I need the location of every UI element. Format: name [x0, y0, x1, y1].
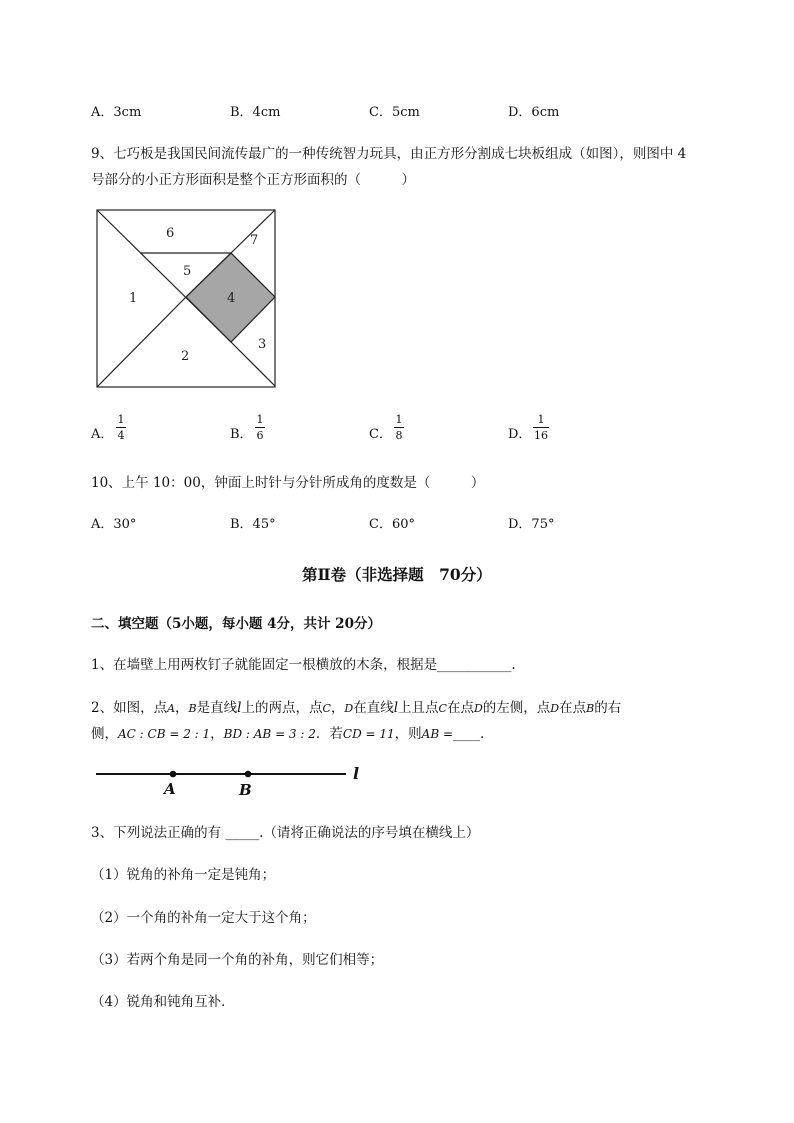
point-c-symbol: C: [322, 702, 331, 715]
text-run: 上的两点，点: [241, 700, 323, 716]
q10-option-b: B．45°: [230, 517, 276, 532]
text-run: 是直线: [196, 700, 238, 716]
fraction-denominator: 6: [256, 429, 264, 442]
text-run: 的右: [594, 700, 622, 716]
point-b-symbol: B: [586, 702, 595, 715]
tangram-label-5: 5: [183, 264, 192, 279]
q10-option-c: C．60°: [369, 517, 415, 532]
text-run: ，: [330, 700, 345, 716]
line-l-label: l: [353, 764, 360, 783]
text-run: 侧，: [91, 726, 118, 742]
ratio-ac-cb: AC : CB = 2 : 1: [118, 727, 211, 741]
tangram-figure: [96, 209, 278, 389]
point-b-label: B: [239, 781, 252, 799]
section-title: 第Ⅱ卷（非选择题 70分）: [302, 565, 492, 584]
line-l-symbol: l: [393, 700, 399, 716]
fill-question-3-item-2: （2）一个角的补角一定大于这个角；: [91, 910, 316, 926]
q8-option-c: C．5cm: [369, 105, 420, 120]
fraction-numerator: 1: [395, 413, 403, 426]
fill-question-3-item-4: （4）锐角和钝角互补．: [91, 994, 235, 1010]
point-d-symbol: D: [550, 702, 560, 715]
q9-option-b-letter: B．: [230, 427, 253, 442]
q9-option-b-fraction: [255, 414, 265, 441]
tangram-label-1: 1: [129, 291, 138, 306]
fraction-denominator: 4: [117, 429, 125, 442]
line-figure: [94, 763, 374, 799]
text-run: ，: [210, 726, 224, 742]
q9-stem-line1: 9、七巧板是我国民间流传最广的一种传统智力玩具，由正方形分割成七块板组成（如图），则图中 4: [91, 146, 687, 162]
condition-cd: CD = 11: [342, 727, 395, 741]
q8-option-b: B．4cm: [230, 105, 281, 120]
q9-option-c-fraction: [394, 414, 404, 441]
point-b-dot: [245, 771, 252, 778]
fill-question-3-item-3: （3）若两个角是同一个角的补角，则它们相等；: [91, 952, 384, 968]
fraction-denominator: 16: [534, 429, 548, 442]
point-d-symbol: D: [344, 702, 354, 715]
text-run: 上且点: [398, 700, 439, 716]
q10-option-a: A．30°: [91, 517, 137, 532]
q9-option-c-letter: C．: [369, 427, 392, 442]
fill-question-2-line1: [91, 696, 621, 716]
q9-option-d-fraction: [533, 414, 549, 441]
q9-option-a-fraction: [116, 414, 126, 441]
point-b-symbol: B: [188, 702, 197, 715]
q9-option-d-letter: D．: [508, 427, 532, 442]
q10-option-d: D．75°: [508, 517, 555, 532]
line-l-symbol: l: [237, 700, 242, 716]
ask-ab: AB =: [421, 727, 454, 741]
tangram-label-4: 4: [227, 291, 236, 306]
section2-heading: 二、填空题（5小题，每小题 4分，共计 20分）: [91, 616, 381, 632]
point-a-dot: [170, 771, 177, 778]
text-run: 的左侧，点: [482, 700, 551, 716]
text-run: ，: [175, 700, 189, 716]
text-run: 2、如图，点: [91, 700, 168, 716]
text-run: ，则: [394, 726, 422, 742]
fraction-numerator: 1: [256, 413, 264, 426]
tangram-label-6: 6: [166, 226, 175, 241]
fill-question-3-item-1: （1）锐角的补角一定是钝角；: [91, 867, 276, 883]
answer-blank: ____.: [453, 726, 485, 742]
fraction-denominator: 8: [395, 429, 403, 442]
fill-question-1: 1、在墙壁上用两枚钉子就能固定一根横放的木条，根据是___________.: [91, 657, 516, 673]
tangram-label-2: 2: [181, 349, 190, 364]
q9-option-a-letter: A．: [91, 427, 114, 442]
point-c-symbol: C: [438, 702, 447, 715]
q9-stem-line2: 号部分的小正方形面积是整个正方形面积的（ ）: [91, 172, 415, 188]
point-a-label: A: [164, 780, 176, 798]
ratio-bd-ab: BD : AB = 3 : 2: [223, 727, 316, 741]
text-run: ．若: [315, 726, 343, 742]
tangram-label-7: 7: [250, 233, 259, 248]
fraction-numerator: 1: [117, 413, 125, 426]
point-d-symbol: D: [473, 702, 483, 715]
tangram-label-3: 3: [258, 337, 267, 352]
fill-question-3-stem: 3、下列说法正确的有 _____.（请将正确说法的序号填在横线上）: [91, 825, 480, 841]
q10-stem: 10、上午 10：00，钟面上时针与分针所成角的度数是（ ）: [91, 475, 485, 491]
q8-option-a: A．3cm: [91, 105, 142, 120]
q8-option-d: D．6cm: [508, 105, 560, 120]
text-run: 在点: [559, 700, 587, 716]
fill-question-2-line2: [91, 722, 484, 742]
text-run: 在直线: [353, 700, 394, 716]
text-run: 在点: [446, 700, 474, 716]
fraction-numerator: 1: [537, 413, 545, 426]
point-a-symbol: A: [167, 702, 176, 715]
